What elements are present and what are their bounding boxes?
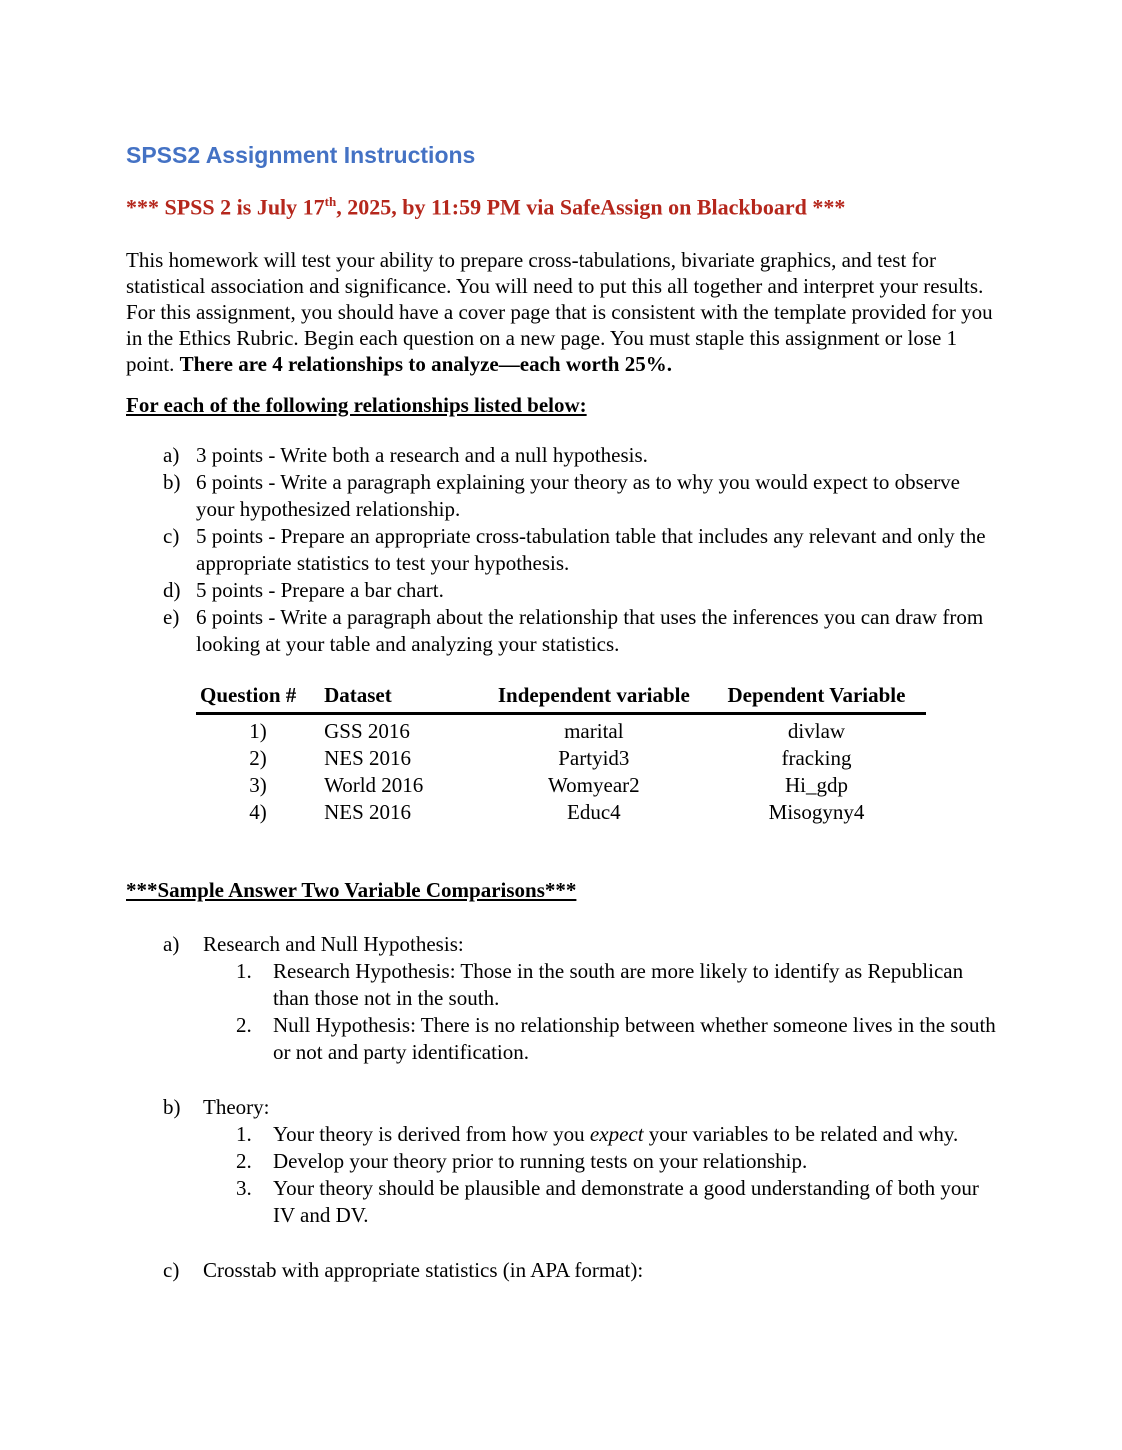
deadline-prefix: *** SPSS 2 is July 17 bbox=[126, 194, 325, 220]
numbered-item bbox=[126, 958, 996, 1012]
list-item bbox=[126, 577, 996, 604]
deadline-superscript: th bbox=[324, 194, 337, 209]
table-row bbox=[196, 714, 926, 746]
list-item-label: c) bbox=[163, 524, 180, 549]
numbered-item-number: 1. bbox=[236, 959, 252, 984]
table-header-row bbox=[196, 682, 926, 714]
table-row bbox=[196, 745, 926, 772]
table-cell: Educ4 bbox=[567, 800, 621, 825]
sample-part-label: b) bbox=[163, 1095, 181, 1120]
numbered-item bbox=[126, 1121, 996, 1148]
sample-part-label: c) bbox=[163, 1258, 180, 1283]
numbered-item-number: 1. bbox=[236, 1122, 252, 1147]
sample-part-label: a) bbox=[163, 932, 180, 957]
table-cell: divlaw bbox=[787, 719, 846, 744]
requirements-list bbox=[126, 442, 996, 658]
list-item bbox=[126, 523, 996, 577]
numbered-item-text: Your theory should be plausible and demonstrate a good understanding of both your IV and DV. bbox=[273, 1176, 979, 1228]
list-item bbox=[126, 469, 996, 523]
section1-heading: For each of the following relationships listed below: bbox=[126, 393, 587, 418]
list-item-label: d) bbox=[163, 578, 181, 603]
table-cell: NES 2016 bbox=[324, 746, 412, 771]
table-cell: 3) bbox=[249, 773, 267, 798]
numbered-item-text: Develop your theory prior to running tests on your relationship. bbox=[273, 1149, 808, 1174]
table-cell: Misogyny4 bbox=[768, 800, 865, 825]
list-item-label: a) bbox=[163, 443, 180, 468]
theory-item-post: your variables to be related and why. bbox=[643, 1122, 959, 1147]
table-cell: 1) bbox=[249, 719, 267, 744]
list-item-label: e) bbox=[163, 605, 180, 630]
numbered-item-number: 2. bbox=[236, 1149, 252, 1174]
sample-answer-block bbox=[126, 931, 996, 1284]
list-item bbox=[126, 442, 996, 469]
sample-part-title: Theory: bbox=[203, 1095, 270, 1120]
intro-body: This homework will test your ability to prepare cross-tabulations, bivariate graphics, and test for statistical association and significance. You will need to put this all together and interpret your results. For this assignment, you should have a cover page that is consistent with the template provided for you in the Ethics Rubric. Begin each question on a new page. You must staple this assignment or lose 1 point. bbox=[126, 248, 993, 377]
list-item-text: 6 points - Write a paragraph explaining your theory as to why you would expect to observe your hypothesized relationship. bbox=[196, 470, 960, 522]
numbered-item bbox=[126, 1012, 996, 1066]
table-cell: fracking bbox=[781, 746, 852, 771]
list-item-text: 3 points - Write both a research and a null hypothesis. bbox=[196, 443, 648, 468]
table-header-dependent-variable: Dependent Variable bbox=[707, 682, 926, 714]
numbered-item bbox=[126, 1175, 996, 1229]
list-item-label: b) bbox=[163, 470, 181, 495]
intro-bold-tail: There are 4 relationships to analyze—each worth 25%. bbox=[179, 352, 672, 377]
table-cell: World 2016 bbox=[324, 773, 424, 798]
table-cell: 2) bbox=[249, 746, 267, 771]
table-header-dataset: Dataset bbox=[320, 682, 481, 714]
numbered-item-number: 2. bbox=[236, 1013, 252, 1038]
intro-paragraph bbox=[126, 247, 996, 377]
assignments-table bbox=[196, 682, 926, 826]
table-cell: Womyear2 bbox=[548, 773, 640, 798]
table-cell: NES 2016 bbox=[324, 800, 412, 825]
table-cell: Hi_gdp bbox=[784, 773, 848, 798]
list-item-text: 6 points - Write a paragraph about the relationship that uses the inferences you can draw from looking at your table and analyzing your statistics. bbox=[196, 605, 984, 657]
table-row bbox=[196, 772, 926, 799]
page-title: SPSS2 Assignment Instructions bbox=[126, 142, 476, 168]
deadline-banner bbox=[126, 194, 996, 220]
table-row bbox=[196, 799, 926, 826]
table-cell: Partyid3 bbox=[558, 746, 630, 771]
numbered-item-number: 3. bbox=[236, 1176, 252, 1201]
section2-heading: ***Sample Answer Two Variable Comparisons*** bbox=[126, 878, 577, 903]
numbered-item-text: Research Hypothesis: Those in the south are more likely to identify as Republican than those not in the south. bbox=[273, 959, 964, 1011]
deadline-suffix: , 2025, by 11:59 PM via SafeAssign on Blackboard *** bbox=[336, 194, 846, 220]
list-item bbox=[126, 604, 996, 658]
numbered-item-text bbox=[273, 1121, 996, 1148]
numbered-item-text: Null Hypothesis: There is no relationship between whether someone lives in the south or not and party identification. bbox=[273, 1013, 996, 1065]
table-header-independent-variable: Independent variable bbox=[481, 682, 707, 714]
list-item-text: 5 points - Prepare an appropriate cross-tabulation table that includes any relevant and only the appropriate statistics to test your hypothesis. bbox=[196, 524, 986, 576]
sample-part-b-heading bbox=[126, 1094, 996, 1121]
theory-item-pre: Your theory is derived from how you bbox=[273, 1122, 590, 1147]
table-cell: marital bbox=[564, 719, 624, 744]
numbered-item bbox=[126, 1148, 996, 1175]
sample-part-title: Crosstab with appropriate statistics (in APA format): bbox=[203, 1258, 644, 1283]
table-header-question: Question # bbox=[196, 682, 320, 714]
sample-part-a-heading bbox=[126, 931, 996, 958]
list-item-text: 5 points - Prepare a bar chart. bbox=[196, 578, 444, 603]
sample-part-title: Research and Null Hypothesis: bbox=[203, 932, 464, 957]
sample-part-c-heading bbox=[126, 1257, 996, 1284]
table-cell: 4) bbox=[249, 800, 267, 825]
table-cell: GSS 2016 bbox=[324, 719, 410, 744]
theory-item-italic: expect bbox=[589, 1122, 644, 1147]
